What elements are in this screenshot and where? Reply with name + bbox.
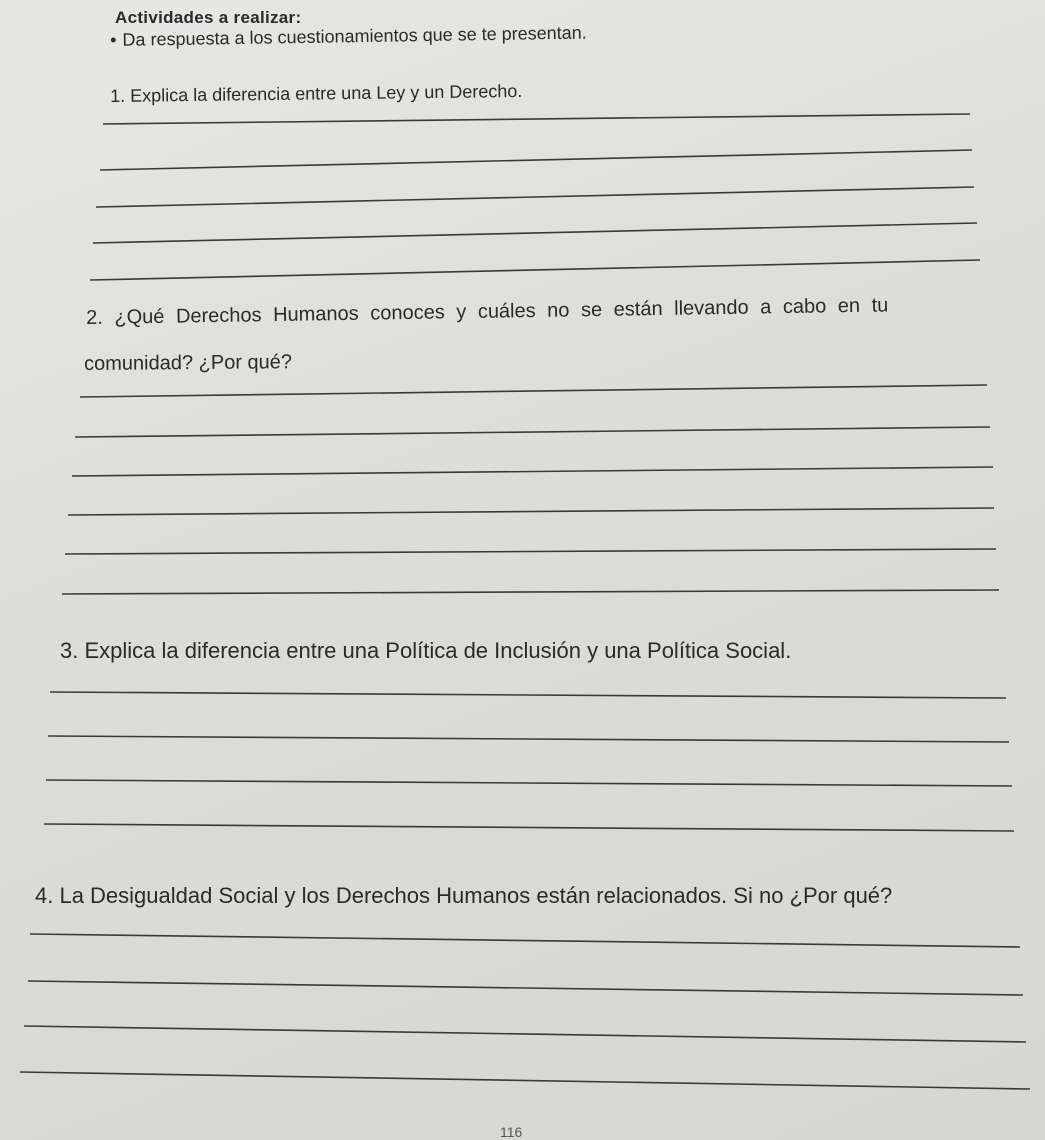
- answer-line-q2[interactable]: [65, 549, 996, 554]
- instruction-label: Da respuesta a los cuestionamientos que se te presentan.: [122, 22, 587, 50]
- question-2-line-1: 2. ¿Qué Derechos Humanos conoces y cuáles no se están llevando a cabo en tu: [86, 294, 889, 329]
- page-number: 116: [500, 1124, 523, 1140]
- answer-line-q1[interactable]: [96, 187, 974, 207]
- answer-line-q4[interactable]: [28, 981, 1023, 995]
- activities-heading: Actividades a realizar:: [115, 8, 302, 27]
- answer-line-q1[interactable]: [93, 223, 977, 243]
- question-1: 1. Explica la diferencia entre una Ley y un Derecho.: [110, 80, 523, 106]
- answer-line-q4[interactable]: [24, 1026, 1026, 1042]
- answer-line-q3[interactable]: [50, 692, 1006, 698]
- answer-line-q2[interactable]: [72, 467, 993, 476]
- answer-line-q3[interactable]: [44, 824, 1014, 831]
- answer-line-q3[interactable]: [46, 780, 1012, 786]
- answer-line-q3[interactable]: [48, 736, 1009, 742]
- question-3: 3. Explica la diferencia entre una Política de Inclusión y una Política Social.: [60, 638, 792, 663]
- answer-line-q4[interactable]: [30, 934, 1020, 947]
- question-4: 4. La Desigualdad Social y los Derechos Humanos están relacionados. Si no ¿Por qué?: [35, 883, 893, 908]
- answer-line-q2[interactable]: [62, 590, 999, 594]
- answer-line-q2[interactable]: [75, 427, 990, 437]
- answer-line-q1[interactable]: [103, 114, 970, 124]
- answer-line-q2[interactable]: [68, 508, 994, 515]
- answer-line-q1[interactable]: [100, 150, 972, 170]
- question-2-line-2: comunidad? ¿Por qué?: [84, 351, 293, 375]
- answer-line-q1[interactable]: [90, 260, 980, 280]
- answer-line-q2[interactable]: [80, 385, 987, 397]
- answer-line-q4[interactable]: [20, 1072, 1030, 1089]
- bullet-icon: •: [110, 29, 117, 50]
